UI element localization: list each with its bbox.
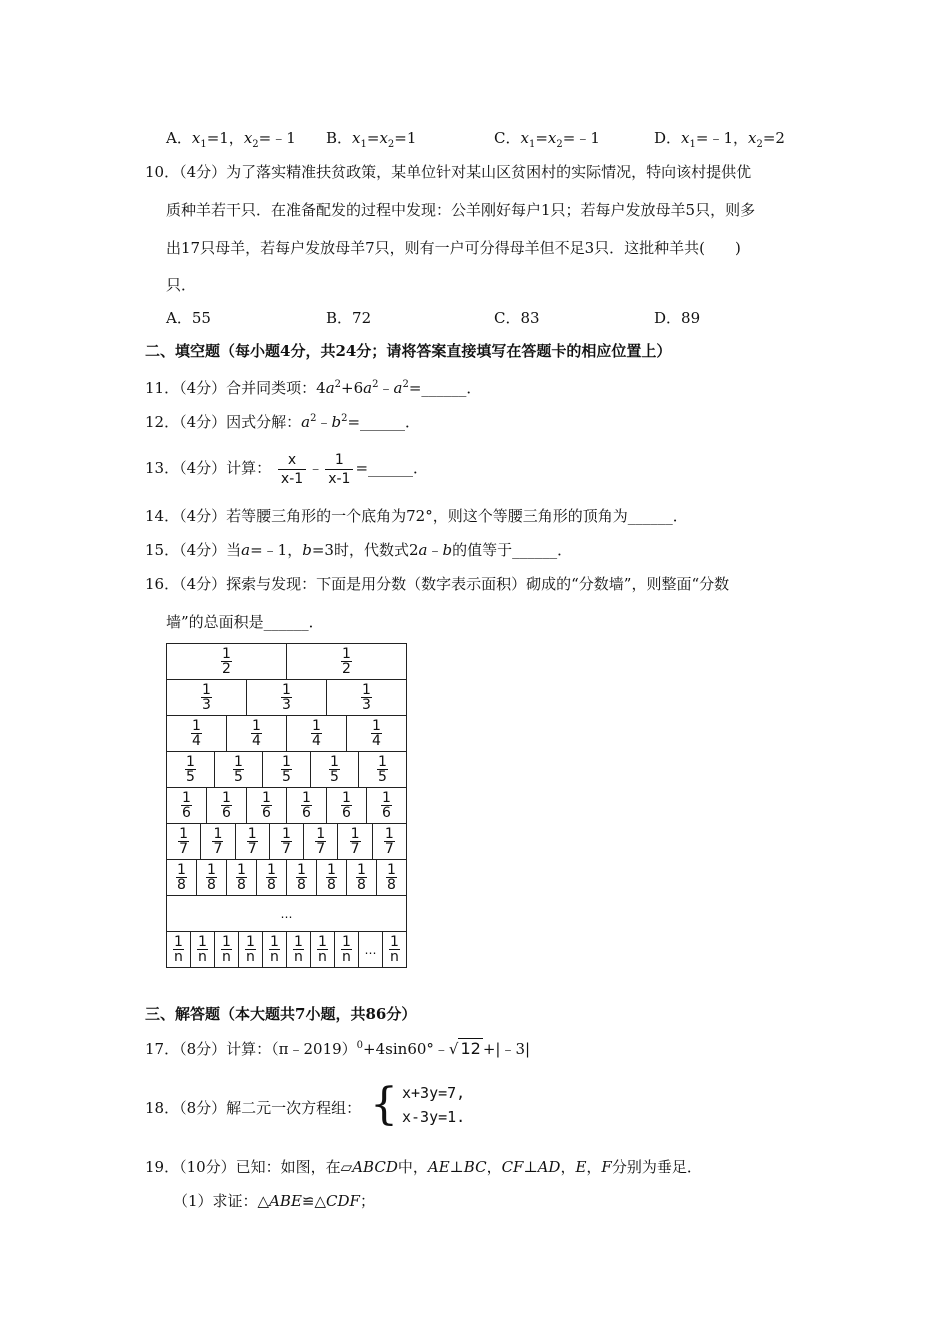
q10-line3: 出17只母羊，若每户发放母羊7只，则有一户可分得母羊但不足3只．这批种羊共( ) bbox=[166, 239, 741, 257]
q18-equation-system bbox=[370, 1081, 465, 1129]
wall-fraction: 1 8 bbox=[267, 862, 276, 893]
wall-fraction: 1 n bbox=[246, 934, 255, 965]
wall-fraction: 1 n bbox=[318, 934, 327, 965]
wall-fraction: 1 3 bbox=[282, 682, 291, 713]
q10-option-a: A．55 bbox=[166, 309, 211, 327]
wall-row-1-over-5 bbox=[167, 752, 406, 788]
wall-ellipsis: … bbox=[280, 906, 293, 921]
wall-fraction: 1 7 bbox=[282, 826, 291, 857]
wall-fraction: 1 4 bbox=[372, 718, 381, 749]
wall-row-1-over-7 bbox=[167, 824, 406, 860]
wall-cell bbox=[191, 932, 215, 967]
wall-cell bbox=[287, 788, 327, 823]
wall-fraction: 1 8 bbox=[297, 862, 306, 893]
wall-cell bbox=[167, 860, 197, 895]
wall-cell bbox=[215, 932, 239, 967]
wall-ellipsis: … bbox=[359, 932, 383, 967]
wall-cell bbox=[167, 680, 247, 715]
wall-cell bbox=[167, 788, 207, 823]
section3-heading: 三、解答题（本大题共7小题，共86分） bbox=[145, 1005, 417, 1023]
wall-fraction: 1 7 bbox=[384, 826, 394, 857]
q10-line2: 质种羊若干只．在准备配发的过程中发现：公羊刚好每户1只；若每户发放母羊5只，则多 bbox=[166, 201, 756, 219]
wall-cell bbox=[359, 752, 406, 787]
wall-fraction: 1 8 bbox=[207, 862, 216, 893]
q19-sub1: （1）求证：△ABE≌△CDF； bbox=[173, 1192, 375, 1210]
q10-option-d: D．89 bbox=[654, 309, 701, 327]
wall-cell bbox=[347, 716, 406, 751]
wall-cell bbox=[167, 824, 201, 859]
wall-cell bbox=[327, 680, 406, 715]
q13: 13．（4分）计算： $\frac{x}{x-1}$ ﹣ $\frac{1}{x-1}$ =______． bbox=[145, 451, 429, 487]
wall-fraction: 1 5 bbox=[234, 754, 243, 785]
q10-option-b: B．72 bbox=[326, 309, 372, 327]
q15: 15．（4分）当a=﹣1，b=3时，代数式2a﹣b的值等于______． bbox=[145, 541, 573, 559]
wall-cell bbox=[377, 860, 406, 895]
wall-cell bbox=[367, 788, 406, 823]
wall-cell bbox=[287, 860, 317, 895]
wall-cell bbox=[167, 644, 287, 679]
wall-cell bbox=[167, 716, 227, 751]
q13-fraction-1: $\frac{x}{x-1}$ bbox=[278, 451, 306, 488]
wall-cell bbox=[338, 824, 372, 859]
wall-cell bbox=[207, 788, 247, 823]
wall-cell bbox=[311, 932, 335, 967]
wall-fraction: 1 7 bbox=[213, 826, 223, 857]
sqrt-sign: √ 12 bbox=[448, 1039, 481, 1058]
wall-fraction: 1 8 bbox=[357, 862, 366, 893]
wall-cell bbox=[239, 932, 263, 967]
q19-line1: 19．（10分）已知：如图，在▱ABCD中，AE⊥BC，CF⊥AD，E，F分别为垂足． bbox=[145, 1158, 702, 1176]
q9-option-a: A．$x_1=1$，$x_2=﹣1$ bbox=[166, 129, 296, 150]
wall-cell bbox=[335, 932, 359, 967]
q9-option-c: C．$x_1=x_2=﹣1$ bbox=[494, 129, 600, 150]
wall-cell bbox=[317, 860, 347, 895]
wall-row-1-over-4 bbox=[167, 716, 406, 752]
wall-cell bbox=[257, 860, 287, 895]
wall-cell bbox=[263, 932, 287, 967]
wall-fraction: 1 3 bbox=[362, 682, 371, 713]
wall-fraction: 1 6 bbox=[382, 790, 391, 821]
wall-fraction: 1 7 bbox=[350, 826, 360, 857]
q10-line1: 10．（4分）为了落实精准扶贫政策，某单位针对某山区贫困村的实际情况，特向该村提供优 bbox=[145, 163, 752, 181]
wall-fraction: 1 5 bbox=[186, 754, 195, 785]
wall-cell bbox=[263, 752, 311, 787]
wall-fraction: 1 8 bbox=[387, 862, 396, 893]
q11: 11．（4分）合并同类项：$4a^2+6a^2﹣a^2=\_\_\_\_\_\_$． bbox=[145, 379, 482, 397]
q18-eq2: x-3y=1. bbox=[402, 1108, 466, 1126]
wall-fraction: 1 5 bbox=[330, 754, 339, 785]
wall-cell bbox=[287, 932, 311, 967]
wall-fraction: 1 8 bbox=[327, 862, 336, 893]
wall-fraction: 1 6 bbox=[262, 790, 271, 821]
q12: 12．（4分）因式分解：$a^2﹣b^2=\_\_\_\_\_\_$． bbox=[145, 413, 421, 431]
wall-fraction: 1 n bbox=[294, 934, 303, 965]
wall-fraction: 1 8 bbox=[237, 862, 246, 893]
wall-row-1-over-3 bbox=[167, 680, 406, 716]
q9-option-b: B．$x_1=x_2=1$ bbox=[326, 129, 417, 150]
wall-fraction: 1 n bbox=[198, 934, 207, 965]
q10-option-c: C．83 bbox=[494, 309, 540, 327]
wall-row-1-over-2 bbox=[167, 644, 406, 680]
wall-cell bbox=[287, 716, 347, 751]
wall-cell bbox=[327, 788, 367, 823]
wall-cell bbox=[373, 824, 406, 859]
wall-cell bbox=[347, 860, 377, 895]
wall-cell bbox=[167, 752, 215, 787]
wall-cell bbox=[247, 788, 287, 823]
q14: 14．（4分）若等腰三角形的一个底角为72°，则这个等腰三角形的顶角为______． bbox=[145, 507, 688, 525]
wall-fraction: 1 5 bbox=[282, 754, 291, 785]
wall-cell bbox=[227, 860, 257, 895]
wall-fraction: 1 n bbox=[342, 934, 351, 965]
wall-fraction: 1 8 bbox=[177, 862, 186, 893]
q16-line1: 16．（4分）探索与发现：下面是用分数（数字表示面积）砌成的“分数墙”，则整面“分数 bbox=[145, 575, 730, 593]
wall-fraction: 1 n bbox=[270, 934, 279, 965]
wall-fraction: 1 7 bbox=[179, 826, 189, 857]
wall-cell bbox=[311, 752, 359, 787]
wall-cell bbox=[304, 824, 338, 859]
wall-ellipsis-row bbox=[167, 896, 406, 932]
wall-cell bbox=[383, 932, 406, 967]
wall-cell bbox=[215, 752, 263, 787]
wall-cell bbox=[247, 680, 327, 715]
wall-fraction: 1 2 bbox=[342, 646, 351, 677]
q9-option-d: D．$x_1=﹣1$，$x_2=2$ bbox=[654, 129, 785, 150]
q17: 17．（8分）计算：（π﹣2019）$^0$+4sin60°﹣√ 12 +|﹣3| bbox=[145, 1039, 531, 1058]
q18-prefix: 18．（8分）解二元一次方程组： bbox=[145, 1099, 362, 1117]
wall-fraction: 1 n bbox=[222, 934, 231, 965]
wall-fraction: 1 5 bbox=[378, 754, 387, 785]
wall-fraction: 1 6 bbox=[222, 790, 231, 821]
wall-cell bbox=[167, 932, 191, 967]
wall-fraction: 1 4 bbox=[312, 718, 321, 749]
wall-row-1-over-8 bbox=[167, 860, 406, 896]
wall-cell bbox=[287, 644, 406, 679]
wall-row-1-over-n bbox=[167, 932, 406, 968]
q10-line4: 只． bbox=[166, 276, 197, 294]
fraction-wall bbox=[166, 643, 407, 968]
wall-fraction: 1 7 bbox=[247, 826, 257, 857]
wall-fraction: 1 4 bbox=[192, 718, 201, 749]
wall-cell bbox=[197, 860, 227, 895]
wall-cell bbox=[227, 716, 287, 751]
wall-fraction: 1 4 bbox=[252, 718, 261, 749]
brace-icon: { bbox=[370, 1079, 398, 1130]
wall-fraction: 1 n bbox=[390, 934, 399, 965]
wall-fraction: 1 2 bbox=[222, 646, 231, 677]
q13-fraction-2: $\frac{1}{x-1}$ bbox=[325, 451, 353, 488]
wall-fraction: 1 7 bbox=[316, 826, 326, 857]
wall-row-1-over-6 bbox=[167, 788, 406, 824]
wall-fraction: 1 n bbox=[174, 934, 183, 965]
wall-fraction: 1 3 bbox=[202, 682, 211, 713]
section2-heading: 二、填空题（每小题4分，共24分；请将答案直接填写在答题卡的相应位置上） bbox=[145, 342, 672, 360]
q18-eq1: x+3y=7, bbox=[402, 1084, 466, 1102]
wall-fraction: 1 6 bbox=[182, 790, 191, 821]
q16-line2: 墙”的总面积是______． bbox=[166, 613, 324, 631]
wall-cell bbox=[236, 824, 270, 859]
wall-fraction: 1 6 bbox=[342, 790, 351, 821]
wall-cell bbox=[270, 824, 304, 859]
wall-cell bbox=[201, 824, 235, 859]
wall-fraction: 1 6 bbox=[302, 790, 311, 821]
